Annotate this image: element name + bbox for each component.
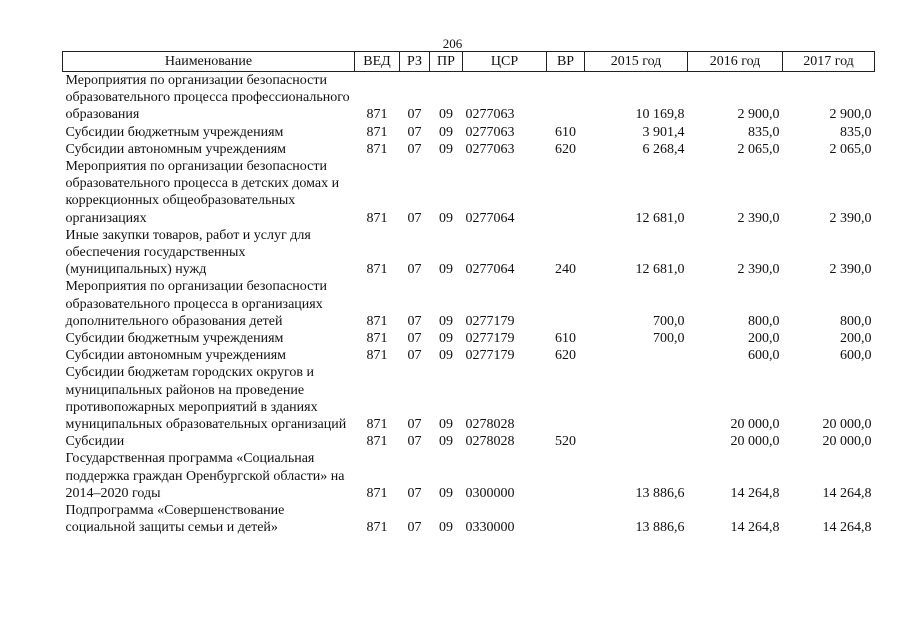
cell-2017: 14 264,8 bbox=[822, 485, 872, 501]
cell-csr: 0278028 bbox=[465, 417, 515, 433]
cell-vr: 620 bbox=[555, 348, 576, 364]
table-row bbox=[63, 141, 875, 158]
table-row bbox=[63, 72, 875, 124]
col-header-rz: РЗ bbox=[400, 52, 430, 72]
cell-ved: 871 bbox=[366, 124, 388, 140]
cell-2015: 10 169,8 bbox=[635, 107, 685, 123]
cell-rz: 07 bbox=[407, 141, 422, 157]
cell-csr: 0277179 bbox=[465, 331, 515, 347]
cell-pr: 09 bbox=[439, 520, 453, 536]
cell-2016: 800,0 bbox=[748, 313, 780, 329]
cell-csr: 0277179 bbox=[465, 313, 515, 329]
table-header-row bbox=[63, 52, 875, 72]
cell-csr: 0278028 bbox=[465, 434, 515, 450]
cell-2015: 6 268,4 bbox=[642, 141, 685, 157]
cell-ved: 871 bbox=[366, 141, 388, 157]
cell-csr: 0277063 bbox=[465, 124, 515, 140]
cell-rz: 07 bbox=[407, 313, 422, 329]
cell-2017: 200,0 bbox=[840, 331, 872, 347]
cell-2016: 14 264,8 bbox=[730, 520, 780, 536]
table-row bbox=[63, 330, 875, 347]
col-header-vr: ВР bbox=[547, 52, 585, 72]
cell-csr: 0277063 bbox=[465, 141, 515, 157]
page-number: 206 bbox=[442, 36, 463, 51]
cell-2016: 20 000,0 bbox=[730, 434, 780, 450]
cell-vr: 240 bbox=[555, 262, 576, 278]
cell-ved: 871 bbox=[366, 434, 388, 450]
cell-pr: 09 bbox=[439, 485, 453, 501]
cell-2015: 12 681,0 bbox=[635, 262, 685, 278]
cell-2016: 2 900,0 bbox=[737, 107, 780, 123]
col-header-2016: 2016 год bbox=[688, 52, 783, 72]
cell-2015 bbox=[585, 433, 688, 450]
cell-2016: 200,0 bbox=[748, 331, 780, 347]
cell-rz: 07 bbox=[407, 331, 422, 347]
table-row bbox=[63, 227, 875, 279]
table-row bbox=[63, 502, 875, 536]
budget-table bbox=[62, 51, 875, 536]
cell-2017: 20 000,0 bbox=[822, 434, 872, 450]
cell-rz: 07 bbox=[407, 485, 422, 501]
cell-vr bbox=[547, 278, 585, 330]
cell-csr: 0330000 bbox=[465, 520, 515, 536]
table-row bbox=[63, 124, 875, 141]
cell-rz: 07 bbox=[407, 107, 422, 123]
table-row bbox=[63, 347, 875, 364]
cell-rz: 07 bbox=[407, 348, 422, 364]
cell-ved: 871 bbox=[366, 485, 388, 501]
cell-2016: 2 065,0 bbox=[737, 141, 780, 157]
cell-vr bbox=[547, 72, 585, 124]
cell-name: Государственная программа «Социальная поддержка граждан Оренбургской области» на 2014–2020 годы bbox=[65, 451, 345, 501]
cell-2016: 2 390,0 bbox=[737, 210, 780, 226]
table-body bbox=[63, 72, 875, 537]
table-row bbox=[63, 364, 875, 433]
cell-pr: 09 bbox=[439, 417, 453, 433]
cell-ved: 871 bbox=[366, 331, 388, 347]
cell-2017: 600,0 bbox=[840, 348, 872, 364]
cell-2015 bbox=[585, 364, 688, 433]
cell-csr: 0277179 bbox=[465, 348, 515, 364]
col-header-pr: ПР bbox=[430, 52, 463, 72]
cell-rz: 07 bbox=[407, 262, 422, 278]
cell-name: Субсидии бюджетам городских округов и муниципальных районов на проведение противопожарных мероприятий в зданиях муниципальных образовательных организаций bbox=[65, 365, 347, 433]
cell-2015 bbox=[585, 347, 688, 364]
cell-csr: 0300000 bbox=[465, 485, 515, 501]
cell-vr bbox=[547, 502, 585, 536]
table-row bbox=[63, 433, 875, 450]
cell-2017: 2 900,0 bbox=[829, 107, 872, 123]
cell-name: Субсидии автономным учреждениям bbox=[65, 348, 287, 364]
cell-pr: 09 bbox=[439, 331, 453, 347]
cell-csr: 0277064 bbox=[465, 210, 515, 226]
col-header-name: Наименование bbox=[63, 52, 355, 72]
cell-2015: 3 901,4 bbox=[642, 124, 685, 140]
cell-2017: 14 264,8 bbox=[822, 520, 872, 536]
cell-name: Мероприятия по организации безопасности образовательного процесса в детских домах и коррекционных общеобразовательных организациях bbox=[65, 159, 340, 226]
cell-csr: 0277063 bbox=[465, 107, 515, 123]
cell-vr: 520 bbox=[555, 434, 576, 450]
cell-ved: 871 bbox=[366, 520, 388, 536]
cell-ved: 871 bbox=[366, 262, 388, 278]
cell-name: Субсидии бюджетным учреждениям bbox=[65, 331, 284, 347]
table-row bbox=[63, 278, 875, 330]
cell-2016: 14 264,8 bbox=[730, 485, 780, 501]
cell-2015: 13 886,6 bbox=[635, 485, 685, 501]
cell-2016: 2 390,0 bbox=[737, 262, 780, 278]
cell-name: Мероприятия по организации безопасности образовательного процесса профессионального образования bbox=[65, 73, 350, 123]
cell-2016: 20 000,0 bbox=[730, 417, 780, 433]
cell-name: Мероприятия по организации безопасности образовательного процесса в организациях дополнительного образования детей bbox=[65, 279, 327, 329]
cell-name: Иные закупки товаров, работ и услуг для обеспечения государственных (муниципальных) нужд bbox=[65, 227, 311, 278]
cell-ved: 871 bbox=[366, 210, 388, 226]
cell-pr: 09 bbox=[439, 210, 453, 226]
cell-rz: 07 bbox=[407, 417, 422, 433]
cell-2017: 800,0 bbox=[840, 313, 872, 329]
cell-vr: 610 bbox=[555, 331, 576, 347]
cell-name: Субсидии бюджетным учреждениям bbox=[65, 124, 284, 140]
cell-pr: 09 bbox=[439, 124, 453, 140]
cell-ved: 871 bbox=[366, 348, 388, 364]
cell-rz: 07 bbox=[407, 124, 422, 140]
cell-vr bbox=[547, 364, 585, 433]
cell-vr: 620 bbox=[555, 141, 576, 157]
cell-pr: 09 bbox=[439, 434, 453, 450]
cell-vr: 610 bbox=[555, 124, 576, 140]
cell-pr: 09 bbox=[439, 262, 453, 278]
cell-2017: 2 065,0 bbox=[829, 141, 872, 157]
cell-pr: 09 bbox=[439, 107, 453, 123]
cell-pr: 09 bbox=[439, 141, 453, 157]
col-header-2015: 2015 год bbox=[585, 52, 688, 72]
table-row bbox=[63, 450, 875, 502]
col-header-csr: ЦСР bbox=[463, 52, 547, 72]
cell-name: Подпрограмма «Совершенствование социальной защиты семьи и детей» bbox=[65, 503, 285, 536]
cell-2017: 2 390,0 bbox=[829, 210, 872, 226]
cell-pr: 09 bbox=[439, 348, 453, 364]
cell-2017: 20 000,0 bbox=[822, 417, 872, 433]
cell-2017: 2 390,0 bbox=[829, 262, 872, 278]
cell-name: Субсидии bbox=[65, 434, 125, 450]
cell-name: Субсидии автономным учреждениям bbox=[65, 141, 287, 157]
cell-vr bbox=[547, 450, 585, 502]
cell-ved: 871 bbox=[366, 313, 388, 329]
table-row bbox=[63, 158, 875, 227]
cell-ved: 871 bbox=[366, 417, 388, 433]
cell-2015: 700,0 bbox=[653, 313, 685, 329]
cell-2015: 12 681,0 bbox=[635, 210, 685, 226]
cell-ved: 871 bbox=[366, 107, 388, 123]
cell-2015: 13 886,6 bbox=[635, 520, 685, 536]
cell-pr: 09 bbox=[439, 313, 453, 329]
cell-csr: 0277064 bbox=[465, 262, 515, 278]
cell-2016: 835,0 bbox=[748, 124, 780, 140]
cell-rz: 07 bbox=[407, 210, 422, 226]
cell-rz: 07 bbox=[407, 434, 422, 450]
col-header-2017: 2017 год bbox=[783, 52, 875, 72]
cell-vr bbox=[547, 158, 585, 227]
cell-2017: 835,0 bbox=[840, 124, 872, 140]
col-header-ved: ВЕД bbox=[355, 52, 400, 72]
cell-2016: 600,0 bbox=[748, 348, 780, 364]
cell-rz: 07 bbox=[407, 520, 422, 536]
cell-2015: 700,0 bbox=[653, 331, 685, 347]
